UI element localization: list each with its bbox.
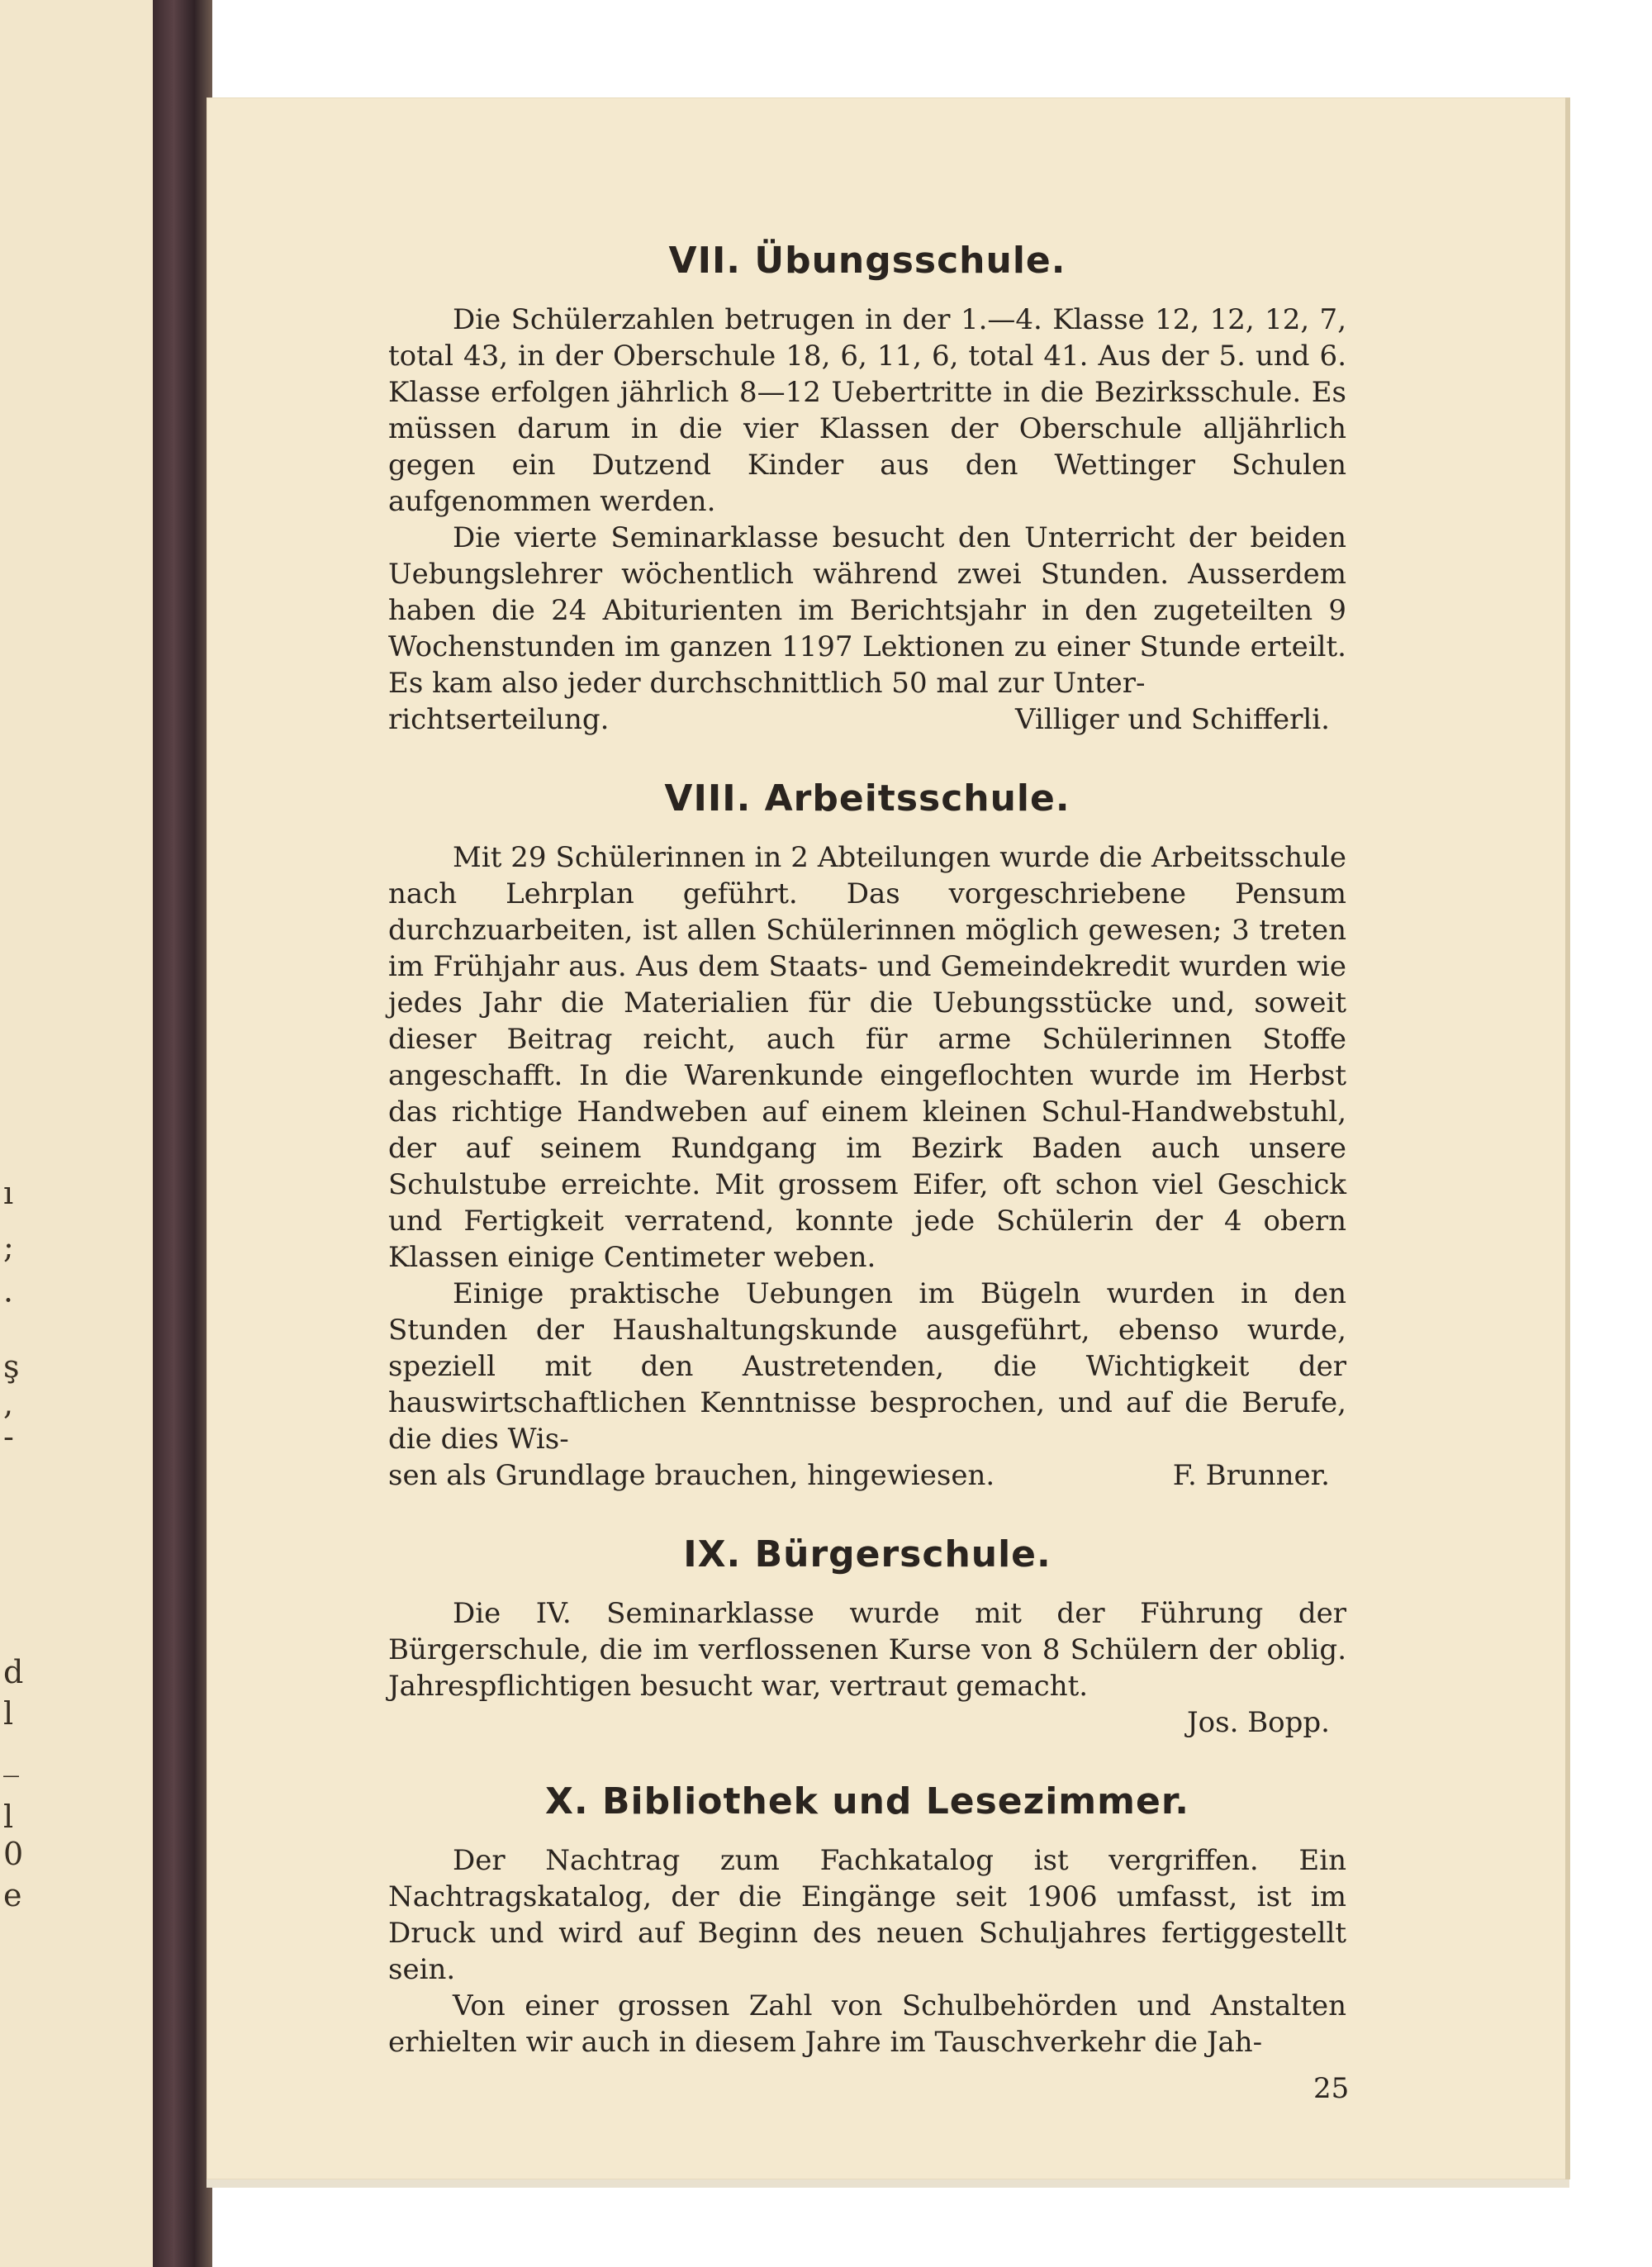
paragraph-last-line: sen als Grundlage brauchen, hingewiesen. [388,1459,995,1492]
paragraph: Von einer grossen Zahl von Schulbehörden und Anstalten erhielten wir auch in diesem Jahre im Tauschverkehr die Jah- [388,1989,1346,2059]
paragraph: Einige praktische Uebungen im Bügeln wurden in den Stunden der Haushaltungskunde ausgeführt, ebenso wurde, speziell mit den Austretenden, die Wichtigkeit der hauswirtschaftlichen Kenntnisse besprochen, und auf die Berufe, die dies Wis- [388,1277,1346,1456]
section-uebungsschule [388,240,1346,738]
margin-fragment: - [3,1419,14,1455]
margin-fragment: d [3,1654,24,1690]
margin-fragment: ş [3,1348,20,1385]
section-arbeitsschule [388,777,1346,1494]
section-buergerschule [388,1533,1346,1741]
margin-fragment: l [3,1695,14,1732]
margin-fragment: , [3,1385,14,1422]
previous-page-margin-fragments [0,0,33,2267]
paragraph: Der Nachtrag zum Fachkatalog ist vergriffen. Ein Nachtragskatalog, der die Eingänge seit 1906 umfasst, ist im Druck und wird auf Beginn des neuen Schuljahres fertiggestellt sein. [388,1844,1346,1986]
margin-fragment: l [3,1799,14,1835]
page-shadow [206,2179,1569,2188]
section-heading: VII. Übungsschule. [668,240,1066,282]
book-binding [153,0,212,2267]
margin-fragment: · [3,1282,14,1319]
page-number: 25 [1313,2072,1350,2105]
paragraph-last-line: richtserteilung. [388,703,610,736]
margin-fragment: ı [3,1175,14,1211]
section-bibliothek [388,1780,1346,2060]
signature: Jos. Bopp. [1187,1706,1330,1739]
previous-page-edge [0,0,157,2267]
section-heading: IX. Bürgerschule. [683,1533,1051,1575]
margin-fragment: ; [3,1229,14,1265]
closing-line [388,701,1346,738]
paragraph: Mit 29 Schülerinnen in 2 Abteilungen wurde die Arbeitsschule nach Lehrplan geführt. Das vorgeschriebene Pensum durchzuarbeiten, ist allen Schülerinnen möglich gewesen; 3 treten im Frühjahr aus. Aus dem Staats- und Gemeindekredit wurden wie jedes Jahr die Materialien für die Uebungsstücke und, soweit dieser Beitrag reicht, auch für arme Schülerinnen Stoffe angeschafft. In die Warenkunde eingeflochten wurde im Herbst das richtige Handweben auf einem kleinen Schul-Handwebstuhl, der auf seinem Rundgang im Bezirk Baden auch unsere Schulstube erreichte. Mit grossem Eifer, oft schon viel Geschick und Fertigkeit verratend, konnte jede Schülerin der 4 obern Klassen einige Centimeter weben. [388,841,1346,1274]
paragraph: Die IV. Seminarklasse wurde mit der Führung der Bürgerschule, die im verflossenen Kurse von 8 Schülern der oblig. Jahrespflichtigen besucht war, vertraut gemacht. [388,1597,1346,1703]
margin-fragment: 0 [3,1836,24,1872]
paragraph: Die Schülerzahlen betrugen in der 1.—4. Klasse 12, 12, 12, 7, total 43, in der Oberschule 18, 6, 11, 6, total 41. Aus der 5. und 6. Klasse erfolgen jährlich 8—12 Uebertritte in die Bezirksschule. Es müssen darum in die vier Klassen der Oberschule alljährlich gegen ein Dutzend Kinder aus den Wettinger Schulen aufgenommen werden. [388,303,1346,518]
margin-fragment: e [3,1877,22,1913]
section-heading: X. Bibliothek und Lesezimmer. [545,1780,1189,1823]
margin-fragment: _ [3,1741,19,1777]
page-content [388,240,1346,2100]
closing-line [388,1457,1346,1494]
signature: Villiger und Schifferli. [1015,703,1330,736]
signature: F. Brunner. [1172,1459,1330,1492]
section-heading: VIII. Arbeitsschule. [664,777,1070,820]
page-edge [1565,97,1570,2179]
paragraph: Die vierte Seminarklasse besucht den Unterricht der beiden Uebungslehrer wöchentlich während zwei Stunden. Ausserdem haben die 24 Abiturienten im Berichtsjahr in den zugeteilten 9 Wochenstunden im ganzen 1197 Lektionen zu einer Stunde erteilt. Es kam also jeder durchschnittlich 50 mal zur Unter- [388,521,1346,700]
